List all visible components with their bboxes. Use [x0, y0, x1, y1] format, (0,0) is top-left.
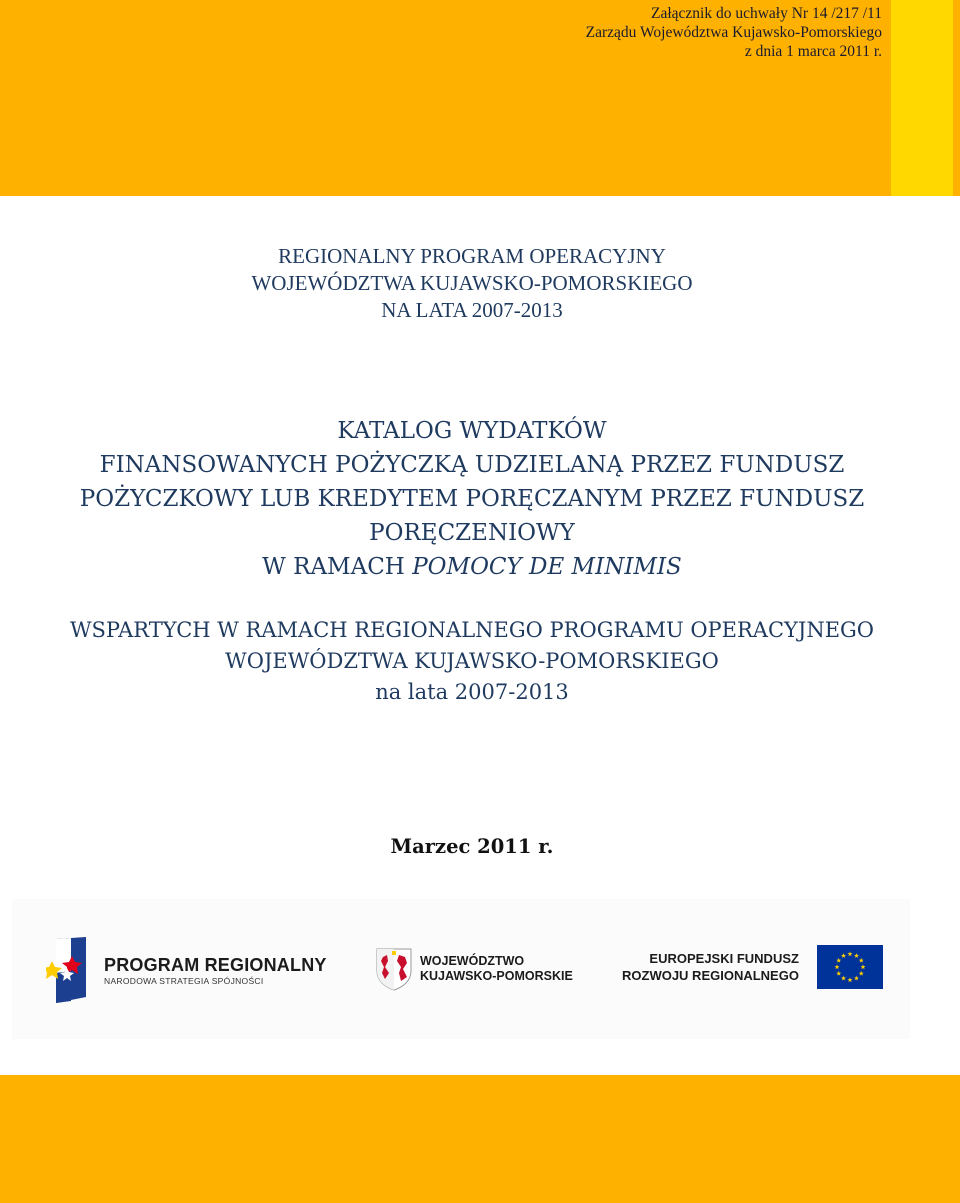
logo-strip: [12, 899, 910, 1039]
annex-line-3: z dnia 1 marca 2011 r.: [744, 43, 882, 60]
catalog-line-3: POŻYCZKOWY LUB KREDYTEM PORĘCZANYM PRZEZ FUNDUSZ: [79, 486, 865, 512]
program-title-line-3: NA LATA 2007-2013: [381, 298, 563, 322]
support-line-2: WOJEWÓDZTWA KUJAWSKO-POMORSKIEGO: [225, 649, 719, 673]
program-regionalny-subtitle: NARODOWA STRATEGIA SPÓJNOŚCI: [104, 975, 264, 986]
program-regionalny-logo: [46, 935, 327, 1005]
catalog-line-1: KATALOG WYDATKÓW: [337, 418, 607, 444]
eu-fund-line-2: ROZWOJU REGIONALNEGO: [622, 968, 799, 983]
annex-line-1: Załącznik do uchwały Nr 14 /217 /11: [650, 5, 882, 22]
annex-note: [586, 4, 882, 61]
document-date: Marzec 2011 r.: [390, 835, 554, 858]
eu-fund-line-1: EUROPEJSKI FUNDUSZ: [649, 951, 799, 966]
program-title-line-2: WOJEWÓDZTWA KUJAWSKO-POMORSKIEGO: [251, 271, 693, 295]
support-line-3: na lata 2007-2013: [375, 680, 569, 704]
catalog-line-5-italic: POMOCY DE MINIMIS: [412, 554, 682, 580]
program-title: [0, 243, 944, 324]
kujawsko-pomorskie-crest-icon: [375, 947, 413, 991]
catalog-line-2: FINANSOWANYCH POŻYCZKĄ UDZIELANĄ PRZEZ FUNDUSZ: [99, 452, 845, 478]
support-line-1: WSPARTYCH W RAMACH REGIONALNEGO PROGRAMU OPERACYJNEGO: [69, 618, 875, 642]
eu-fund-logo: [622, 945, 883, 989]
support-statement: [0, 615, 944, 708]
catalog-line-5-prefix: W RAMACH: [262, 554, 413, 580]
catalog-title: [0, 414, 944, 584]
eu-flag-icon: [817, 945, 883, 989]
wojewodztwo-logo: [375, 947, 573, 991]
catalog-line-4: PORĘCZENIOWY: [369, 520, 575, 546]
wojewodztwo-line-1: WOJEWÓDZTWO: [420, 954, 525, 968]
annex-line-2: Zarządu Województwa Kujawsko-Pomorskiego: [585, 24, 882, 41]
program-regionalny-title: PROGRAM REGIONALNY: [104, 954, 327, 975]
top-accent-stripe: [891, 0, 953, 196]
bottom-color-band: [0, 1075, 960, 1203]
catalog-line-5: [0, 550, 944, 584]
program-regionalny-flag-icon: [46, 935, 92, 1005]
program-title-line-1: REGIONALNY PROGRAM OPERACYJNY: [278, 244, 666, 268]
wojewodztwo-line-2: KUJAWSKO-POMORSKIE: [420, 969, 573, 983]
